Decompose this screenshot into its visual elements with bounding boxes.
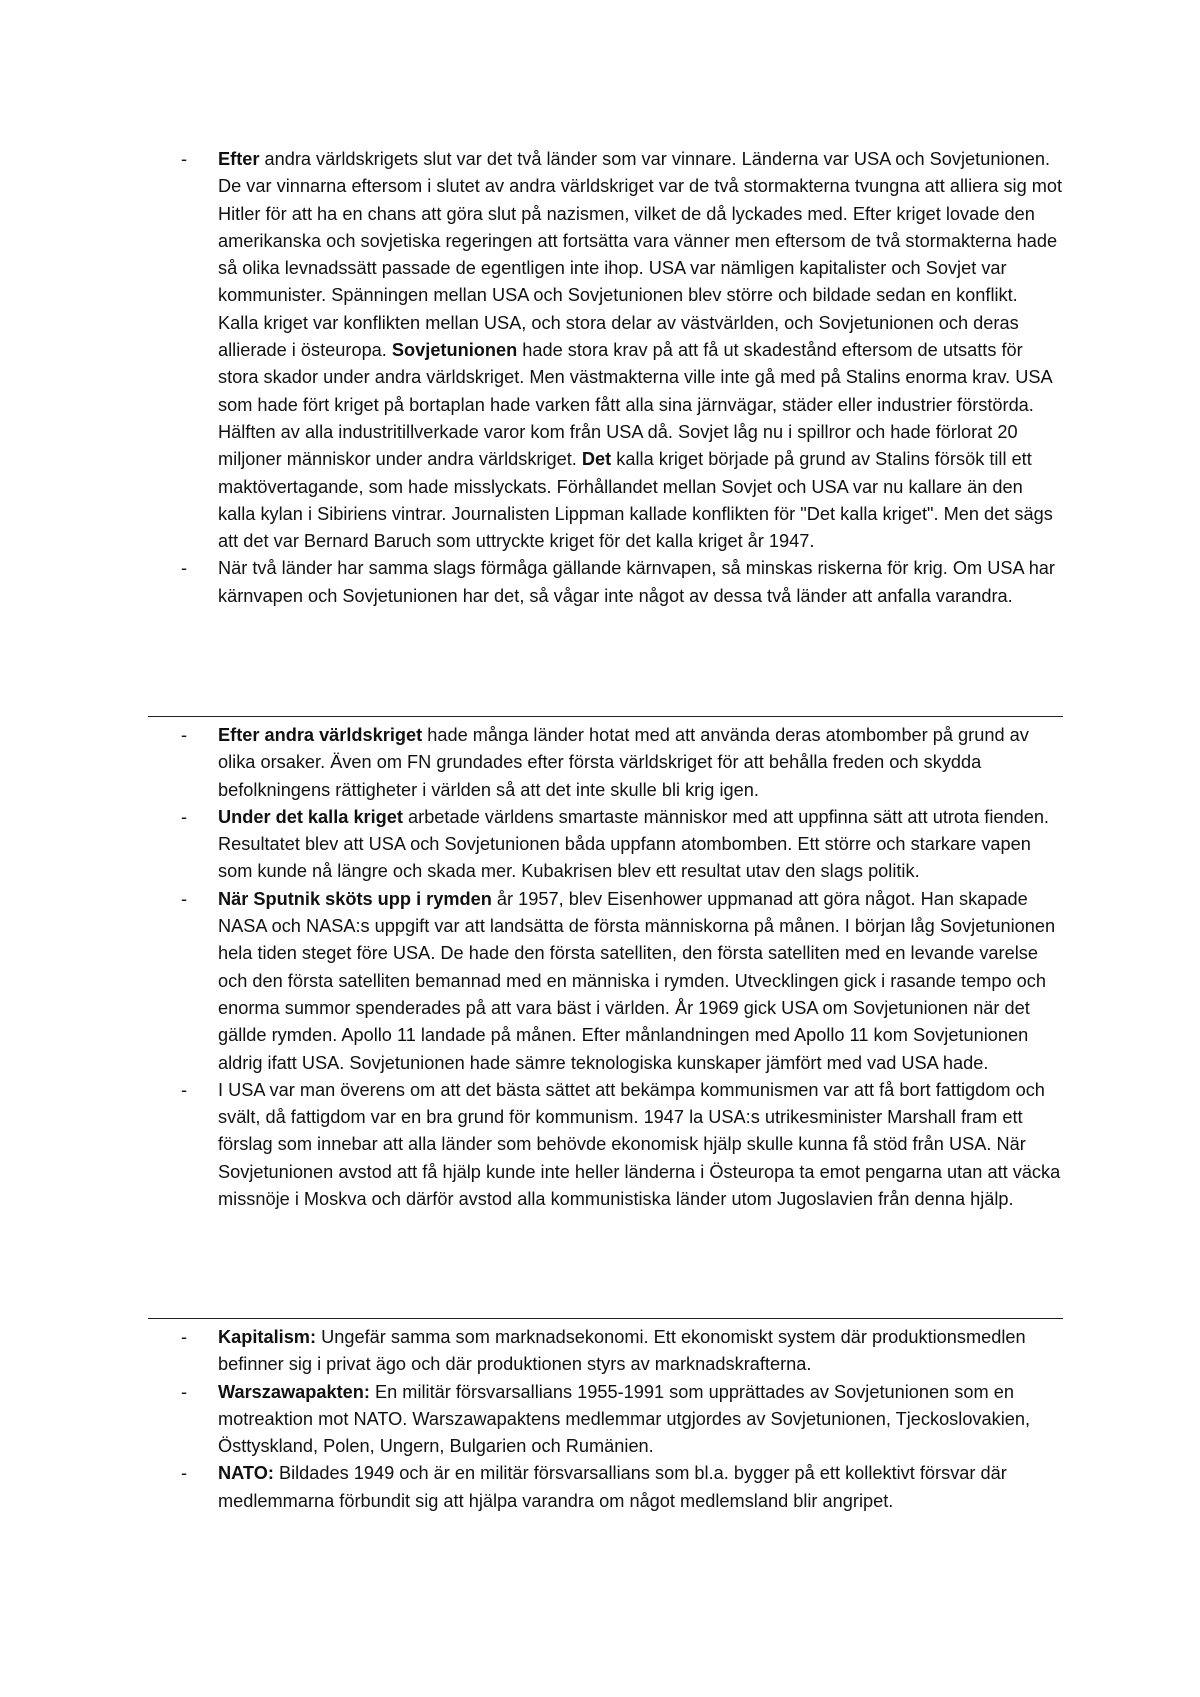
bullet-dash: -: [181, 1381, 188, 1402]
bullet-dash: -: [181, 888, 188, 909]
bullet-dash: -: [181, 1327, 188, 1347]
paragraph-text: arbetade världens smartaste människor med att uppfinna sätt att utrota fienden. Resultatet blev att USA och Sovjetunionen båda uppfann atombomben. Ett större och starkare vapen som kunde nå längre och skada mer. Kubakrisen blev ett resultat utav den slags politik.: [218, 806, 1049, 882]
list-item: [148, 804, 1063, 886]
bold-term: NATO:: [218, 1463, 274, 1484]
bold-lead: Under det kalla kriget: [218, 806, 403, 827]
bold-term: Sovjetunionen: [391, 340, 518, 361]
bullet-dash: -: [181, 725, 188, 745]
bullet-dash: -: [181, 558, 188, 579]
bold-term: Kapitalism:: [218, 1327, 317, 1347]
paragraph-text: år 1957, blev Eisenhower uppmanad att göra något. Han skapade NASA och NASA:s uppgift var att landsätta de första människorna på månen. I början låg Sovjetunionen hela tiden steget före USA. De hade den första satelliten, den första satelliten med en levande varelse och den första satelliten bemannad med en människa i rymden. Utvecklingen gick i rasande tempo och enorma summor spenderades på att vara bäst i världen. År 1969 gick USA om Sovjetunionen när det gällde rymden. Apollo 11 landade på månen. Efter månlandningen med Apollo 11 kom Sovjetunionen aldrig ifatt USA. Sovjetunionen hade sämre teknologiska kunskaper jämfört med vad USA hade.: [218, 888, 1056, 1073]
paragraph-text: I USA var man överens om att det bästa sättet att bekämpa kommunismen var att få bort fattigdom och svält, då fattigdom var en bra grund för kommunism. 1947 la USA:s utrikesminister Marshall fram ett förslag som innebar att alla länder som behövde ekonomisk hjälp skulle kunna få stöd från USA. När Sovjetunionen avstod att få hjälp kunde inte heller länderna i Östeuropa ta emot pengarna utan att väcka missnöje i Moskva och därför avstod alla kommunistiska länder utom Jugoslavien från denna hjälp.: [218, 1079, 1061, 1210]
horizontal-rule: [148, 1318, 1063, 1319]
list-item: [148, 1379, 1063, 1461]
list-item: [148, 1077, 1063, 1213]
list-item: [148, 886, 1063, 1077]
definition-text: Bildades 1949 och är en militär försvarsallians som bl.a. bygger på ett kollektivt försvar där medlemmarna förbundit sig att hjälpa varandra om något medlemsland blir angripet.: [218, 1463, 1007, 1511]
bullet-dash: -: [181, 1463, 188, 1484]
definition-text: En militär försvarsallians 1955-1991 som upprättades av Sovjetunionen som en motreaktion mot NATO. Warszawapaktens medlemmar utgjordes av Sovjetunionen, Tjeckoslovakien, Östtyskland, Polen, Ungern, Bulgarien och Rumänien.: [218, 1381, 1031, 1457]
bold-lead: Efter andra världskriget: [218, 725, 423, 745]
list-item: [148, 1324, 1063, 1379]
bullet-dash: -: [181, 149, 188, 169]
paragraph-text: andra världskrigets slut var det två länder som var vinnare. Länderna var USA och Sovjetunionen. De var vinnarna eftersom i slutet av andra världskriget var de två stormakterna tvungna att alliera sig mot Hitler för att ha en chans att göra slut på nazismen, vilket de då lyckades med. Efter kriget lovade den amerikanska och sovjetiska regeringen att fortsätta vara vänner men eftersom de två stormakterna hade så olika levnadssätt passade de egentligen inte ihop. USA var nämligen kapitalister och Sovjet var kommunister. Spänningen mellan USA och Sovjetunionen blev större och bildade sedan en konflikt. Kalla kriget var konflikten mellan USA, och stora delar av västvärlden, och Sovjetunionen och deras allierade i östeuropa.: [218, 149, 1063, 361]
definition-text: Ungefär samma som marknadsekonomi. Ett ekonomiskt system där produktionsmedlen befinner sig i privat ägo och där produktionen styrs av marknadskrafterna.: [218, 1327, 1026, 1375]
bullet-dash: -: [181, 1079, 188, 1100]
list-item: [148, 1460, 1063, 1515]
horizontal-rule: [148, 716, 1063, 717]
bold-lead: Efter: [218, 149, 260, 169]
bold-term: Det: [581, 449, 612, 470]
list-item: [148, 555, 1063, 610]
list-item: [148, 722, 1063, 804]
paragraph-text: När två länder har samma slags förmåga gällande kärnvapen, så minskas riskerna för krig. Om USA har kärnvapen och Sovjetunionen har det, så vågar inte något av dessa två länder att anfalla varandra.: [218, 558, 1055, 606]
section-arms-and-space-race: [148, 722, 1063, 1213]
list-item: [148, 146, 1063, 555]
paragraph-text: hade många länder hotat med att använda deras atombomber på grund av olika orsaker. Även om FN grundades efter första världskriget för att behålla freden och skydda befolkningens rättigheter i världen så att det inte skulle bli krig igen.: [218, 725, 1029, 800]
paragraph-text: kalla kriget började på grund av Stalins försök till ett maktövertagande, som hade misslyckats. Förhållandet mellan Sovjet och USA var nu kallare än den kalla kylan i Sibiriens vintrar. Journalisten Lippman kallade konflikten för "Det kalla kriget". Men det sägs att det var Bernard Baruch som uttryckte kriget för det kalla kriget år 1947.: [218, 449, 1053, 552]
bullet-dash: -: [181, 806, 188, 827]
bold-lead: När Sputnik sköts upp i rymden: [218, 888, 492, 909]
section-cold-war-origins: [148, 146, 1063, 610]
section-definitions: [148, 1324, 1063, 1515]
bold-term: Warszawapakten:: [218, 1381, 370, 1402]
paragraph-text: hade stora krav på att få ut skadestånd eftersom de utsatts för stora skador under andra världskriget. Men västmakterna ville inte gå med på Stalins enorma krav. USA som hade fört kriget på bortaplan hade varken fått alla sina järnvägar, städer eller industrier förstörda. Hälften av alla industritillverkade varor kom från USA då. Sovjet låg nu i spillror och hade förlorat 20 miljoner människor under andra världskriget.: [218, 340, 1052, 470]
